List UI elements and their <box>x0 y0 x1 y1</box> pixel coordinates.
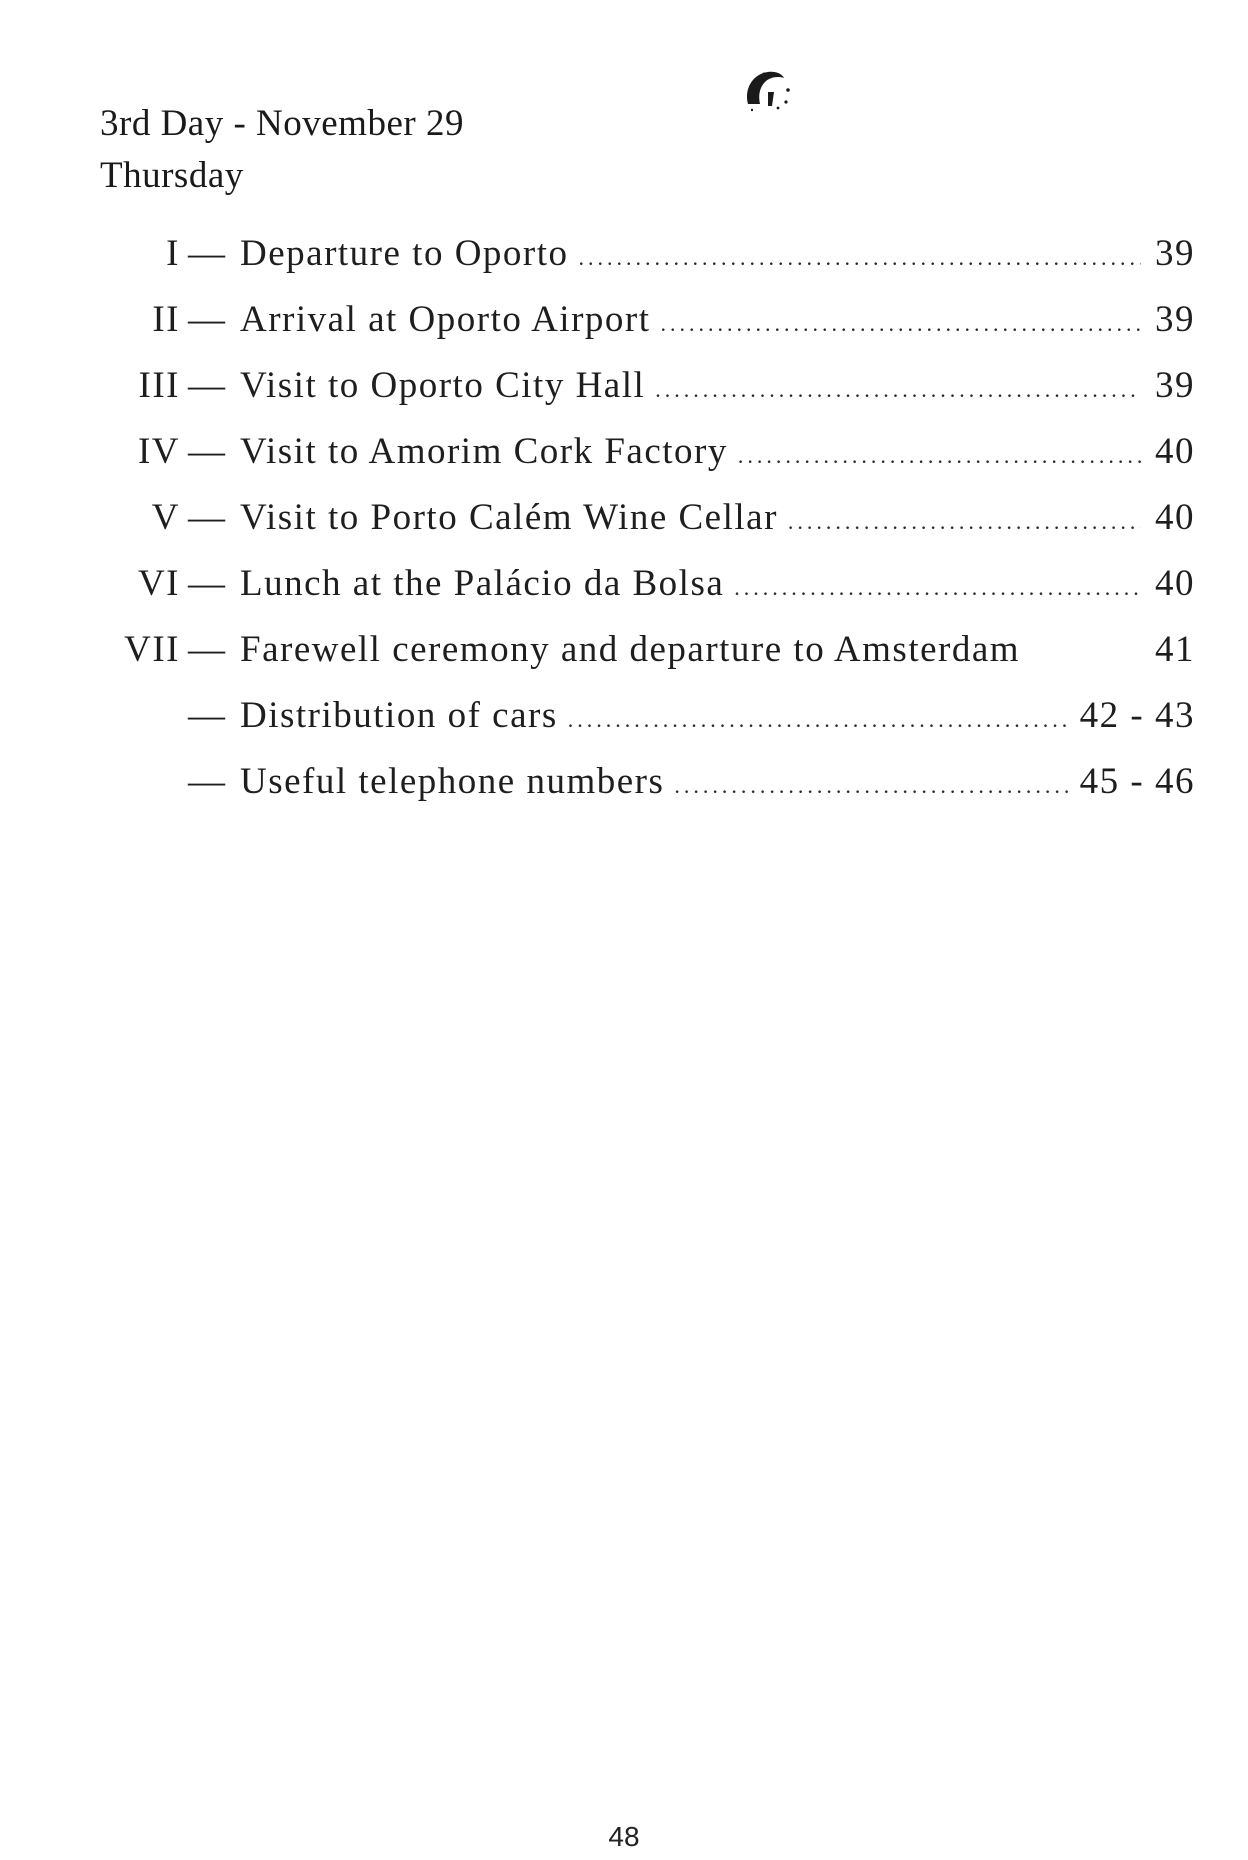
toc-page: 40 <box>1155 497 1195 538</box>
toc-numeral: VI <box>137 563 180 604</box>
toc-dash: — <box>188 431 227 472</box>
toc-dash: — <box>188 761 227 802</box>
toc-page: 40 <box>1155 563 1195 604</box>
table-of-contents <box>0 224 1248 818</box>
toc-page: 45 - 46 <box>1079 761 1195 802</box>
toc-page: 40 <box>1155 431 1195 472</box>
toc-dash: — <box>188 233 227 274</box>
toc-numeral: IV <box>137 431 180 472</box>
toc-title: Arrival at Oporto Airport <box>240 299 651 340</box>
toc-entry <box>0 488 1248 554</box>
toc-title: Lunch at the Palácio da Bolsa <box>240 563 725 604</box>
toc-entry <box>0 554 1248 620</box>
toc-title: Farewell ceremony and departure to Amsterdam <box>240 629 1021 670</box>
day-heading-date: 3rd Day - November 29 <box>100 103 464 144</box>
toc-page: 39 <box>1155 299 1195 340</box>
dot-leader <box>738 426 1141 486</box>
toc-title: Visit to Amorim Cork Factory <box>240 431 728 472</box>
dot-leader <box>661 294 1142 354</box>
dot-leader <box>579 228 1141 288</box>
toc-title: Departure to Oporto <box>240 233 569 274</box>
toc-page: 39 <box>1155 365 1195 406</box>
day-heading <box>100 98 464 202</box>
toc-numeral: VII <box>124 629 180 670</box>
toc-dash: — <box>188 629 227 670</box>
dot-leader <box>568 690 1070 750</box>
toc-entry <box>0 752 1248 818</box>
dot-leader <box>674 756 1069 816</box>
toc-numeral: II <box>152 299 180 340</box>
toc-numeral: I <box>166 233 180 274</box>
toc-entry <box>0 224 1248 290</box>
toc-title: Visit to Oporto City Hall <box>240 365 646 406</box>
toc-entry <box>0 290 1248 356</box>
toc-page: 42 - 43 <box>1079 695 1195 736</box>
toc-title: Useful telephone numbers <box>240 761 665 802</box>
toc-page: 39 <box>1155 233 1195 274</box>
toc-entry <box>0 356 1248 422</box>
toc-entry <box>0 620 1248 686</box>
day-heading-weekday: Thursday <box>100 155 244 196</box>
seal-mark-icon <box>738 62 808 122</box>
dot-leader <box>788 492 1141 552</box>
toc-title: Distribution of cars <box>240 695 558 736</box>
toc-entry <box>0 686 1248 752</box>
toc-title: Visit to Porto Calém Wine Cellar <box>240 497 778 538</box>
page-number: 48 <box>608 1821 640 1852</box>
toc-numeral: III <box>138 365 180 406</box>
toc-entry <box>0 422 1248 488</box>
toc-numeral: V <box>151 497 180 538</box>
toc-dash: — <box>188 695 227 736</box>
dot-leader <box>734 558 1141 618</box>
toc-dash: — <box>188 299 227 340</box>
toc-dash: — <box>188 365 227 406</box>
toc-dash: — <box>188 563 227 604</box>
toc-dash: — <box>188 497 227 538</box>
dot-leader <box>655 360 1141 420</box>
toc-page: 41 <box>1155 629 1195 670</box>
